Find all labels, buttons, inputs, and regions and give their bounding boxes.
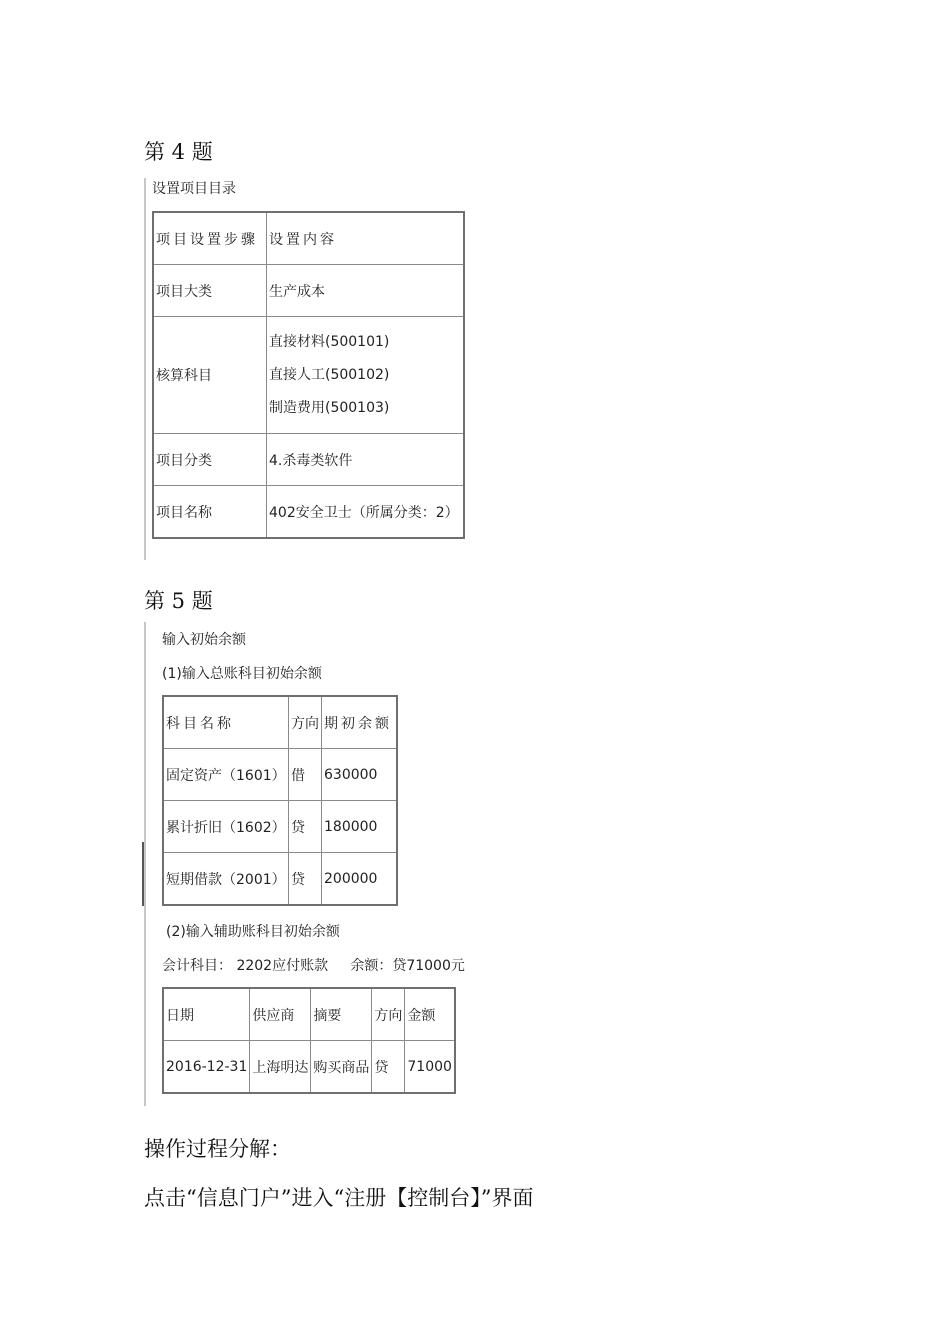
q4-caption: 设置项目目录 bbox=[152, 181, 236, 197]
table-cell: 借 bbox=[289, 749, 322, 801]
table-cell: 短期借款（2001） bbox=[164, 853, 289, 905]
q5-snippet-border-mark bbox=[142, 842, 144, 906]
table-cell bbox=[267, 317, 464, 434]
table-cell: 71000 bbox=[405, 1041, 455, 1093]
table-cell-line: 直接人工(500102) bbox=[269, 366, 390, 383]
table-row bbox=[154, 265, 464, 317]
q4-heading: 第 4 题 bbox=[144, 140, 213, 164]
table-row bbox=[164, 1041, 455, 1093]
table-cell: 2016-12-31 bbox=[164, 1041, 250, 1093]
table-cell: 200000 bbox=[322, 853, 397, 905]
q4-project-table bbox=[153, 212, 464, 538]
table-cell: 购买商品 bbox=[311, 1041, 372, 1093]
table-header-cell: 方向 bbox=[289, 697, 322, 749]
table-header-cell: 方向 bbox=[372, 989, 405, 1041]
q5-subheading-1: (1)输入总账科目初始余额 bbox=[162, 666, 322, 682]
table-cell: 180000 bbox=[322, 801, 397, 853]
table-header-cell: 日期 bbox=[164, 989, 250, 1041]
table-cell-label: 项目名称 bbox=[154, 486, 267, 538]
table-cell: 生产成本 bbox=[267, 265, 464, 317]
table-header-cell: 供应商 bbox=[250, 989, 311, 1041]
q5-subheading-2: (2)输入辅助账科目初始余额 bbox=[166, 924, 340, 940]
table-header-cell: 金额 bbox=[405, 989, 455, 1041]
table-cell-label: 项目分类 bbox=[154, 434, 267, 486]
table-header-cell: 设置内容 bbox=[267, 213, 464, 265]
table-header-row bbox=[164, 697, 397, 749]
table-header-row bbox=[154, 213, 464, 265]
table-row bbox=[164, 801, 397, 853]
table-cell: 贷 bbox=[372, 1041, 405, 1093]
table-cell: 4.杀毒类软件 bbox=[267, 434, 464, 486]
table-row bbox=[154, 486, 464, 538]
table-cell: 固定资产（1601） bbox=[164, 749, 289, 801]
table-header-cell: 科目名称 bbox=[164, 697, 289, 749]
table-row bbox=[154, 434, 464, 486]
table-cell-line: 直接材料(500101) bbox=[269, 333, 390, 350]
process-title: 操作过程分解： bbox=[144, 1137, 291, 1161]
table-row bbox=[164, 749, 397, 801]
table-row bbox=[164, 853, 397, 905]
q5-heading: 第 5 题 bbox=[144, 589, 213, 613]
q5-auxiliary-balance-table bbox=[163, 988, 455, 1093]
q5-snippet-border bbox=[144, 622, 146, 1106]
table-cell: 402安全卫士（所属分类：2） bbox=[267, 486, 464, 538]
table-cell: 630000 bbox=[322, 749, 397, 801]
table-cell: 贷 bbox=[289, 853, 322, 905]
q4-snippet-border bbox=[144, 178, 146, 560]
table-row bbox=[154, 317, 464, 434]
table-header-cell: 摘要 bbox=[311, 989, 372, 1041]
table-header-cell: 期初余额 bbox=[322, 697, 397, 749]
q5-ledger-balance-table bbox=[163, 696, 397, 905]
table-cell-line: 制造费用(500103) bbox=[269, 399, 390, 416]
q5-account-line: 会计科目： 2202应付账款 余额：贷71000元 bbox=[162, 958, 465, 974]
table-cell: 贷 bbox=[289, 801, 322, 853]
table-cell-label: 核算科目 bbox=[154, 317, 267, 434]
process-step-1: 点击“信息门户”进入“注册【控制台】”界面 bbox=[144, 1186, 534, 1210]
table-cell-label: 项目大类 bbox=[154, 265, 267, 317]
table-header-row bbox=[164, 989, 455, 1041]
table-header-cell: 项目设置步骤 bbox=[154, 213, 267, 265]
table-cell: 上海明达 bbox=[250, 1041, 311, 1093]
table-cell: 累计折旧（1602） bbox=[164, 801, 289, 853]
q5-caption: 输入初始余额 bbox=[162, 632, 246, 648]
